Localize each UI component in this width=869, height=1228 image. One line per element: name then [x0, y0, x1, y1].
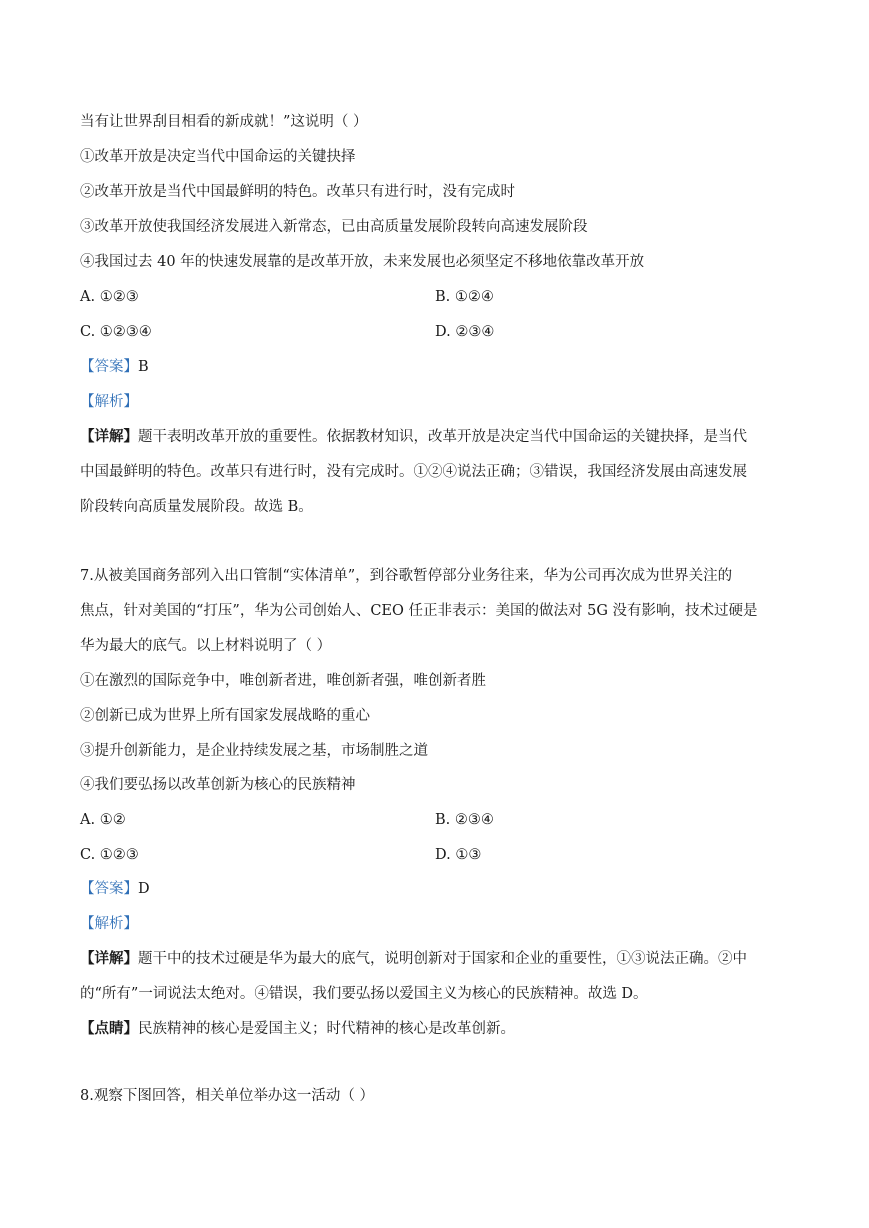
q7-answer-value: D [138, 881, 150, 897]
q6-stem-tail: 当有让世界刮目相看的新成就！”这说明（ ） [80, 114, 368, 130]
q7-option-d: D. ①③ [435, 847, 482, 863]
q6-analysis [80, 392, 799, 412]
q6-option-c: C. ①②③④ [80, 324, 152, 340]
q7-stem-line-2: 焦点，针对美国的“打压”，华为公司创始人、CEO 任正非表示：美国的做法对 5G 没有影响，技术过硬是 [80, 603, 758, 619]
q6-detail-text-1: 题干表明改革开放的重要性。依据教材知识，改革开放是决定当代中国命运的关键抉择，是当代 [138, 429, 747, 445]
q7-option-c: C. ①②③ [80, 847, 139, 863]
q7-stem-line-1: 7.从被美国商务部列入出口管制“实体清单”，到谷歌暂停部分业务往来，华为公司再次成为世界关注的 [80, 568, 733, 584]
q6-answer-value: B [138, 359, 149, 375]
q7-point [80, 1019, 799, 1039]
q7-stem-line-3: 华为最大的底气。以上材料说明了（ ） [80, 638, 332, 654]
q6-answer-label: 【答案】 [80, 359, 138, 375]
q7-item-3: ③提升创新能力，是企业持续发展之基，市场制胜之道 [80, 743, 428, 759]
q6-analysis-label: 【解析】 [80, 394, 138, 410]
q6-answer [80, 357, 799, 377]
q7-answer [80, 879, 799, 899]
q6-option-b: B. ①②④ [435, 289, 494, 305]
q6-option-a: A. ①②③ [80, 289, 139, 305]
q6-item-1: ①改革开放是决定当代中国命运的关键抉择 [80, 149, 356, 165]
q7-detail-line-2: 的“所有”一词说法太绝对。④错误，我们要弘扬以爱国主义为核心的民族精神。故选 D。 [80, 986, 648, 1002]
q7-option-a: A. ①② [80, 812, 126, 828]
q7-item-4: ④我们要弘扬以改革创新为核心的民族精神 [80, 777, 356, 793]
q7-item-2: ②创新已成为世界上所有国家发展战略的重心 [80, 708, 370, 724]
q7-detail-text-1: 题干中的技术过硬是华为最大的底气，说明创新对于国家和企业的重要性，①③说法正确。②中 [138, 951, 747, 967]
q6-item-3: ③改革开放使我国经济发展进入新常态，已由高质量发展阶段转向高速发展阶段 [80, 219, 588, 235]
q6-detail-line-1 [80, 427, 799, 447]
q6-option-d: D. ②③④ [435, 324, 495, 340]
q7-detail-label: 【详解】 [80, 950, 138, 967]
q6-item-4: ④我国过去 40 年的快速发展靠的是改革开放，未来发展也必须坚定不移地依靠改革开放 [80, 254, 645, 270]
q6-detail-line-2: 中国最鲜明的特色。改革只有进行时，没有完成时。①②④说法正确；③错误，我国经济发展由高速发展 [80, 464, 747, 480]
q7-detail-line-1 [80, 949, 799, 969]
q7-point-label: 【点睛】 [80, 1020, 138, 1037]
q8-stem: 8.观察下图回答，相关单位举办这一活动（ ） [80, 1088, 374, 1104]
q7-option-b: B. ②③④ [435, 812, 494, 828]
q7-answer-label: 【答案】 [80, 881, 138, 897]
q6-detail-line-3: 阶段转向高质量发展阶段。故选 B。 [80, 499, 313, 515]
q7-item-1: ①在激烈的国际竞争中，唯创新者进，唯创新者强，唯创新者胜 [80, 673, 486, 689]
q6-detail-label: 【详解】 [80, 428, 138, 445]
q7-analysis-label: 【解析】 [80, 916, 138, 932]
q7-analysis [80, 914, 799, 934]
q7-point-text: 民族精神的核心是爱国主义；时代精神的核心是改革创新。 [138, 1021, 515, 1037]
q6-item-2: ②改革开放是当代中国最鲜明的特色。改革只有进行时，没有完成时 [80, 184, 515, 200]
